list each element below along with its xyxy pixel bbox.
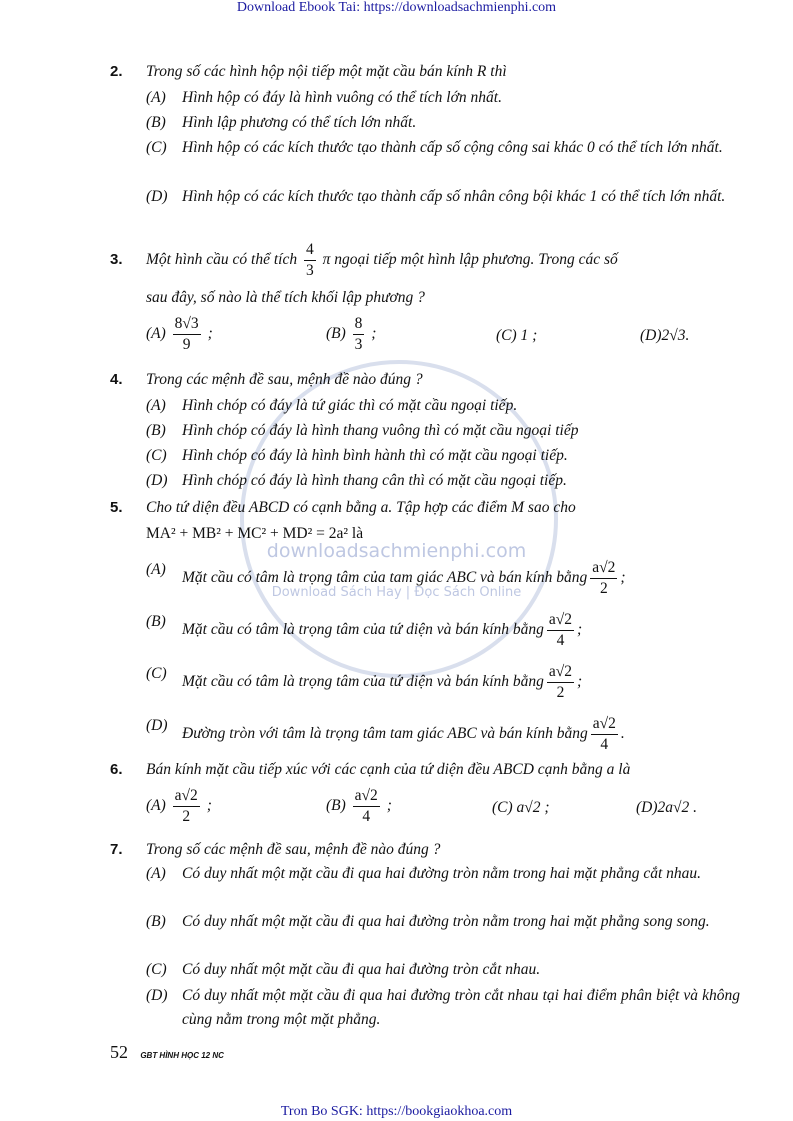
page-footer: [110, 1040, 224, 1068]
option-end: .: [620, 725, 625, 743]
question-number: 6.: [110, 761, 123, 778]
option-a: [146, 786, 212, 827]
option-b: [146, 111, 740, 135]
option-d: [146, 714, 740, 753]
fraction-numerator: 8: [353, 314, 365, 335]
question-number: 3.: [110, 251, 123, 268]
question-stem: [146, 240, 740, 281]
question-stem-continued: sau đây, số nào là thể tích khối lập phương ?: [146, 289, 425, 306]
option-label: (B): [326, 325, 346, 343]
option-b: [146, 910, 740, 934]
fraction: [304, 240, 316, 281]
option-end: ;: [371, 325, 377, 343]
question-stem: Trong số các mệnh đề sau, mệnh đề nào đúng ?: [146, 841, 441, 858]
option-label: (C): [146, 665, 167, 682]
question-number: 2.: [110, 63, 123, 80]
option-end: ;: [207, 325, 213, 343]
option-c: [146, 662, 740, 701]
question-stem: Trong các mệnh đề sau, mệnh đề nào đúng ?: [146, 371, 423, 388]
option-text: Có duy nhất một mặt cầu đi qua hai đường tròn cắt nhau tại hai điểm phân biệt và không cùng nằm trong một mặt phẳng.: [182, 987, 740, 1028]
fraction-denominator: 4: [556, 632, 565, 649]
fraction-denominator: 9: [182, 336, 191, 353]
option-a: [146, 394, 740, 418]
option-d: [146, 984, 740, 1028]
fraction: [353, 786, 380, 827]
question-equation: MA² + MB² + MC² + MD² = 2a² là: [146, 525, 364, 542]
option-end: ;: [620, 569, 626, 587]
question-number: 5.: [110, 499, 123, 516]
option-c: (C) 1 ;: [496, 327, 538, 344]
question-number: 7.: [110, 841, 123, 858]
option-b: [146, 610, 740, 649]
option-text: [182, 558, 740, 599]
option-text: Hình hộp có đáy là hình vuông có thể tích lớn nhất.: [182, 89, 502, 106]
option-label: (D): [146, 472, 168, 489]
book-label: GBT HÌNH HỌC 12 NC: [140, 1051, 224, 1060]
question-stem: Bán kính mặt cầu tiếp xúc với các cạnh của tứ diện đều ABCD cạnh bằng a là: [146, 761, 631, 778]
option-body: Đường tròn với tâm là trọng tâm tam giác ABC và bán kính bằng: [182, 725, 588, 743]
option-label: (A): [146, 561, 166, 578]
fraction: [591, 714, 618, 755]
fraction: [547, 610, 574, 651]
fraction-numerator: a√2: [173, 786, 200, 807]
option-label: (B): [146, 422, 166, 439]
option-body: Mặt cầu có tâm là trọng tâm của tứ diện và bán kính bằng: [182, 673, 544, 691]
option-c: [146, 136, 740, 160]
option-end: ;: [206, 797, 212, 815]
footer-sgk-link[interactable]: Tron Bo SGK: https://bookgiaokhoa.com: [280, 1104, 513, 1119]
fraction-denominator: 3: [354, 336, 363, 353]
option-label: (D): [146, 987, 168, 1004]
option-d: (D)2√3.: [640, 327, 690, 344]
page-number: 52: [110, 1042, 128, 1062]
option-text: Có duy nhất một mặt cầu đi qua hai đường tròn nằm trong hai mặt phẳng song song.: [182, 913, 710, 930]
option-label: (A): [146, 325, 166, 343]
option-label: (B): [146, 913, 166, 930]
option-end: ;: [577, 673, 583, 691]
option-end: ;: [386, 797, 392, 815]
stem-part: π ngoại tiếp một hình lập phương. Trong các số: [322, 251, 618, 269]
option-body: Mặt cầu có tâm là trọng tâm của tứ diện và bán kính bằng: [182, 621, 544, 639]
option-text: Hình chóp có đáy là hình thang vuông thì có mặt cầu ngoại tiếp: [182, 422, 579, 439]
option-text: [182, 610, 740, 651]
option-a: [146, 86, 740, 110]
watermark-subtitle: Download Sách Hay | Đọc Sách Online: [271, 585, 522, 600]
option-d: [146, 185, 740, 209]
fraction: [173, 314, 201, 355]
option-c: (C) a√2 ;: [492, 799, 550, 816]
option-label: (C): [146, 447, 167, 464]
fraction-numerator: a√2: [547, 662, 574, 683]
option-b: [146, 419, 740, 443]
option-c: [146, 958, 740, 982]
header-download-link[interactable]: Download Ebook Tai: https://downloadsachmienphi.com: [236, 0, 557, 15]
option-text: [182, 662, 740, 703]
fraction-numerator: a√2: [591, 714, 618, 735]
option-label: (A): [146, 797, 166, 815]
fraction-denominator: 3: [305, 262, 314, 279]
option-label: (D): [146, 188, 168, 205]
fraction-denominator: 2: [182, 808, 191, 825]
option-label: (B): [326, 797, 346, 815]
option-text: Hình hộp có các kích thước tạo thành cấp số nhân công bội khác 1 có thể tích lớn nhất.: [182, 188, 726, 205]
option-a: [146, 862, 740, 886]
option-text: Hình lập phương có thể tích lớn nhất.: [182, 114, 417, 131]
fraction-denominator: 4: [600, 736, 609, 753]
option-c: [146, 444, 740, 468]
fraction: [547, 662, 574, 703]
fraction: [353, 314, 365, 355]
option-a: [146, 314, 213, 355]
option-text: Hình chóp có đáy là hình thang cân thì có mặt cầu ngoại tiếp.: [182, 472, 567, 489]
option-label: (A): [146, 397, 166, 414]
option-label: (B): [146, 114, 166, 131]
option-label: (B): [146, 613, 166, 630]
question-stem: Cho tứ diện đều ABCD có cạnh bằng a. Tập hợp các điểm M sao cho: [146, 499, 576, 516]
option-text: Hình chóp có đáy là tứ giác thì có mặt cầu ngoại tiếp.: [182, 397, 518, 414]
fraction: [590, 558, 617, 599]
option-text: Hình hộp có các kích thước tạo thành cấp số cộng công sai khác 0 có thể tích lớn nhất.: [182, 139, 723, 156]
fraction-numerator: 4: [304, 240, 316, 261]
question-stem: Trong số các hình hộp nội tiếp một mặt cầu bán kính R thì: [146, 63, 507, 80]
option-label: (C): [146, 961, 167, 978]
fraction-denominator: 2: [556, 684, 565, 701]
fraction-numerator: 8√3: [173, 314, 201, 335]
option-label: (A): [146, 865, 166, 882]
option-text: Có duy nhất một mặt cầu đi qua hai đường tròn cắt nhau.: [182, 961, 541, 978]
question-number: 4.: [110, 371, 123, 388]
fraction: [173, 786, 200, 827]
option-b: [326, 786, 392, 827]
option-label: (D): [146, 717, 168, 734]
option-body: Mặt cầu có tâm là trọng tâm của tam giác ABC và bán kính bằng: [182, 569, 588, 587]
option-b: [326, 314, 376, 355]
option-text: [182, 714, 740, 755]
option-text: Hình chóp có đáy là hình bình hành thì có mặt cầu ngoại tiếp.: [182, 447, 568, 464]
option-label: (C): [146, 139, 167, 156]
watermark-title: downloadsachmienphi.com: [266, 540, 527, 562]
option-label: (A): [146, 89, 166, 106]
option-end: ;: [577, 621, 583, 639]
option-d: (D)2a√2 .: [636, 799, 698, 816]
fraction-numerator: a√2: [353, 786, 380, 807]
fraction-numerator: a√2: [547, 610, 574, 631]
option-text: Có duy nhất một mặt cầu đi qua hai đường tròn nằm trong hai mặt phẳng cắt nhau.: [182, 865, 702, 882]
fraction-numerator: a√2: [590, 558, 617, 579]
option-d: [146, 469, 740, 493]
stem-part: Một hình cầu có thể tích: [146, 251, 298, 269]
fraction-denominator: 4: [362, 808, 371, 825]
fraction-denominator: 2: [599, 580, 608, 597]
